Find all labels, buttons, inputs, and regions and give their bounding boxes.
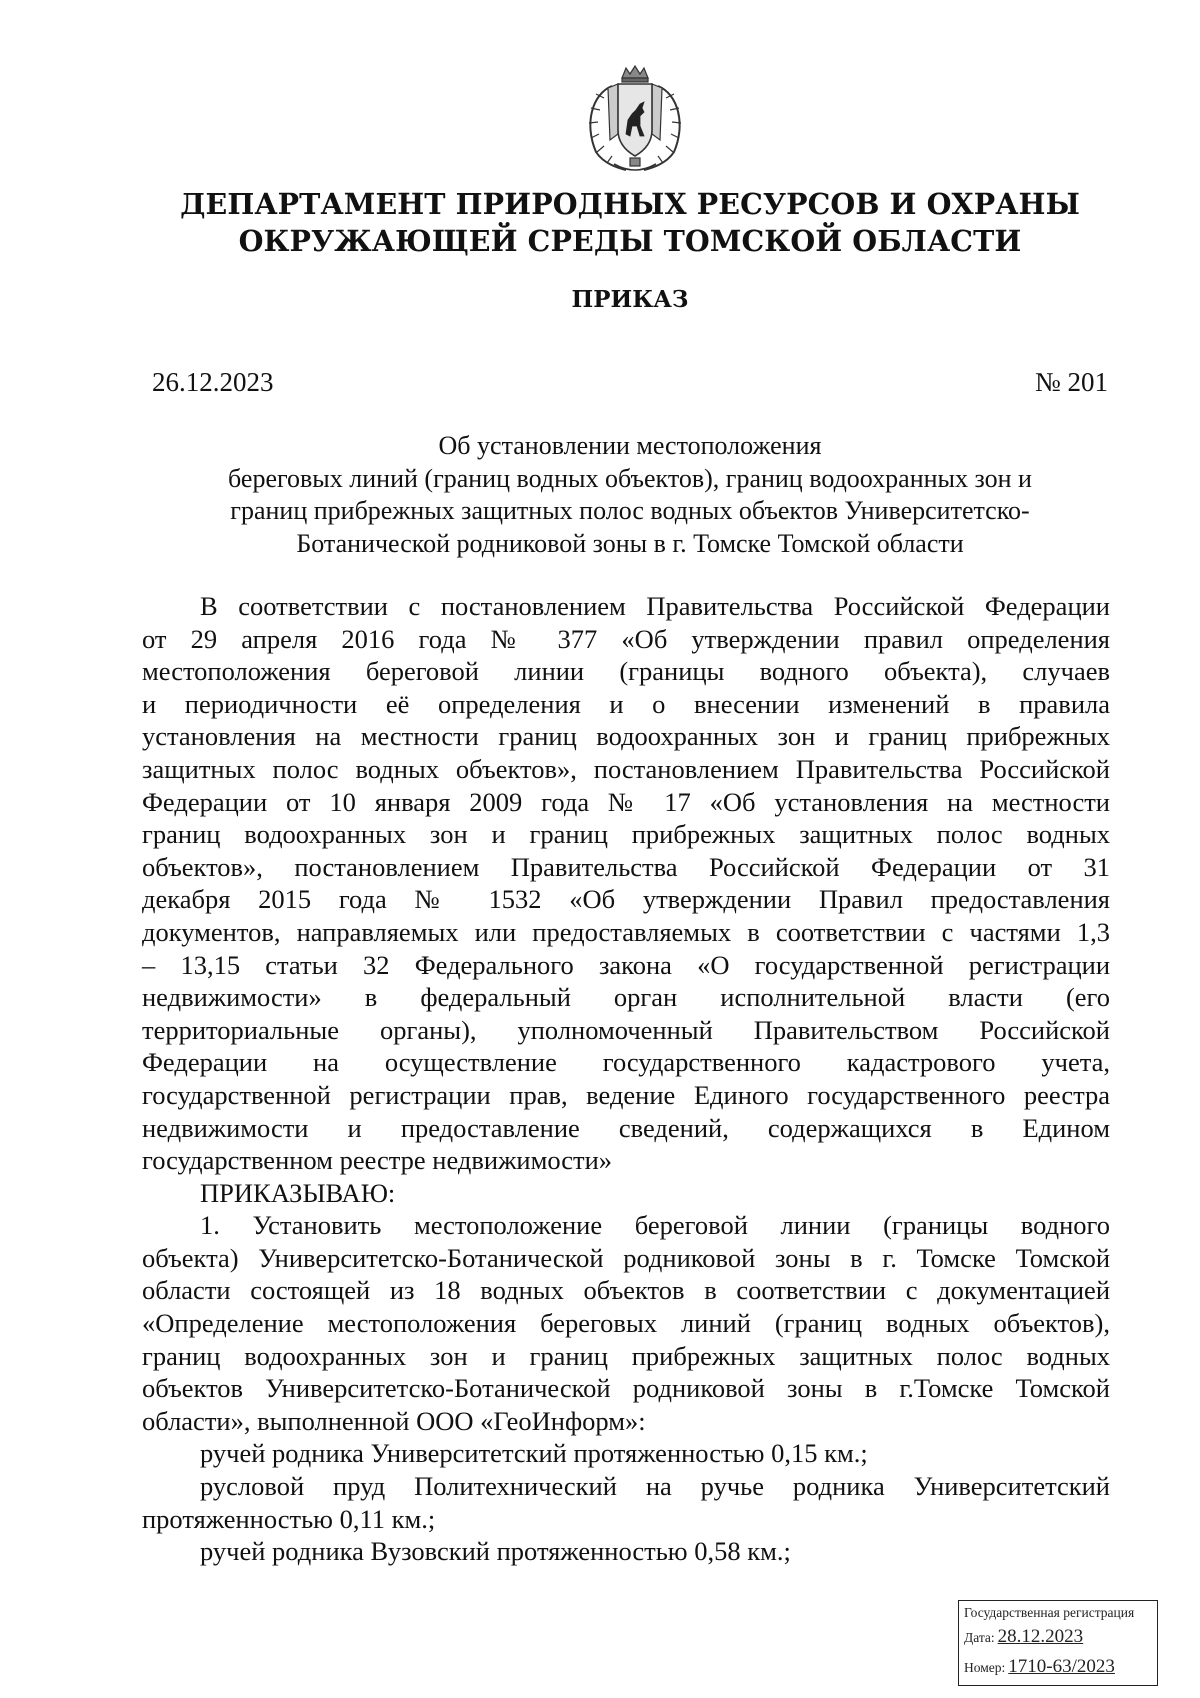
preamble-line: Федерации от 10 января 2009 года № 17 «Об установления на местности: [142, 786, 1110, 817]
item-1-line: «Определение местоположения береговых линий (границ водных объектов),: [142, 1308, 1110, 1339]
preamble-line: от 29 апреля 2016 года № 377 «Об утверждении правил определения: [142, 623, 1110, 654]
water-object-item: протяженностью 0,11 км.;: [142, 1503, 436, 1534]
item-1-line: объектов Университетско-Ботанической родниковой зоны в г.Томске Томской: [142, 1373, 1110, 1404]
preamble-line: декабря 2015 года № 1532 «Об утверждении Правил предоставления: [142, 884, 1110, 915]
stamp-date-row: [964, 1622, 1153, 1652]
stamp-date-value: 28.12.2023: [997, 1626, 1084, 1647]
preamble-line: границ водоохранных зон и границ прибрежных защитных полос водных: [142, 819, 1110, 850]
preamble-line: защитных полос водных объектов», постановлением Правительства Российской: [142, 753, 1110, 784]
item-1-line: области», выполненной ООО «ГеоИнформ»:: [142, 1405, 646, 1436]
order-word: ПРИКАЗЫВАЮ:: [200, 1177, 396, 1208]
document-date: 26.12.2023: [152, 367, 274, 397]
organization-title-line-2: ОКРУЖАЮЩЕЙ СРЕДЫ ТОМСКОЙ ОБЛАСТИ: [238, 224, 1022, 258]
registration-stamp: [958, 1600, 1158, 1686]
preamble-line: и периодичности её определения и о внесении изменений в правила: [142, 688, 1110, 719]
preamble-line: государственном реестре недвижимости»: [142, 1145, 613, 1176]
item-1-line: 1. Установить местоположение береговой линии (границы водного: [200, 1210, 1110, 1241]
preamble-line: Федерации на осуществление государственного кадастрового учета,: [142, 1047, 1110, 1078]
stamp-number-row: [964, 1652, 1153, 1682]
preamble-line: недвижимости и предоставление сведений, содержащихся в Едином: [142, 1112, 1110, 1143]
document-type: ПРИКАЗ: [571, 286, 689, 313]
organization-title: [150, 186, 1110, 260]
water-object-item: русловой пруд Политехнический на ручье родника Университетский: [200, 1471, 1110, 1502]
preamble-line: недвижимости» в федеральный орган исполнительной власти (его: [142, 982, 1110, 1013]
preamble-line: В соответствии с постановлением Правительства Российской Федерации: [200, 591, 1110, 621]
subject-line: Ботанической родниковой зоны в г. Томске Томской области: [296, 528, 964, 558]
item-1-line: объекта) Университетско-Ботанической родниковой зоны в г. Томске Томской: [142, 1242, 1110, 1273]
preamble-line: государственной регистрации прав, ведение Единого государственного реестра: [142, 1079, 1110, 1110]
preamble-line: территориальные органы), уполномоченный Правительством Российской: [142, 1014, 1110, 1045]
stamp-title: Государственная регистрация: [964, 1605, 1135, 1620]
organization-title-line-1: ДЕПАРТАМЕНТ ПРИРОДНЫХ РЕСУРСОВ И ОХРАНЫ: [180, 187, 1080, 221]
subject-line: береговых линий (границ водных объектов), границ водоохранных зон и: [228, 463, 1032, 493]
subject-line: Об установлении местоположения: [438, 431, 822, 460]
item-1-line: границ водоохранных зон и границ прибрежных защитных полос водных: [142, 1340, 1110, 1371]
preamble-line: – 13,15 статьи 32 Федерального закона «О государственной регистрации: [142, 949, 1110, 980]
preamble-line: документов, направляемых или предоставляемых в соответствии с частями 1,3: [142, 916, 1110, 947]
stamp-number-label: Номер:: [964, 1660, 1006, 1675]
document-subject: [150, 430, 1110, 560]
water-object-item: ручей родника Университетский протяженностью 0,15 км.;: [200, 1438, 868, 1469]
stamp-date-label: Дата:: [964, 1630, 995, 1645]
stamp-number-value: 1710-63/2023: [1008, 1656, 1115, 1677]
preamble-line: установления на местности границ водоохранных зон и границ прибрежных: [142, 721, 1110, 752]
document-body: [142, 590, 1110, 1568]
document-number: № 201: [1034, 367, 1108, 397]
water-object-item: ручей родника Вузовский протяженностью 0,58 км.;: [200, 1536, 791, 1567]
preamble-line: объектов», постановлением Правительства Российской Федерации от 31: [142, 851, 1110, 882]
item-1-line: области состоящей из 18 водных объектов в соответствии с документацией: [142, 1275, 1110, 1306]
subject-line: границ прибрежных защитных полос водных объектов Университетско-: [230, 496, 1030, 525]
preamble-line: местоположения береговой линии (границы водного объекта), случаев: [142, 656, 1110, 687]
tomsk-region-coat-of-arms-icon: [574, 64, 696, 176]
